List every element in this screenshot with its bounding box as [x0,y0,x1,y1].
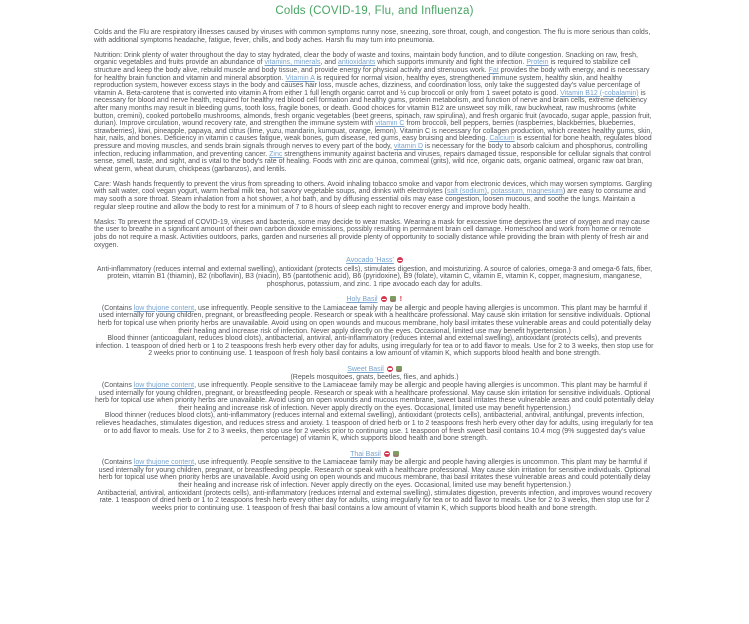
inline-link[interactable]: vitamin C [375,120,405,128]
inline-link[interactable]: Vitamin B12 (-cobalamin) [560,89,639,97]
page-title: Colds (COVID-19, Flu, and Influenza) [275,5,474,17]
sections [94,257,655,512]
no-entry-icon [397,257,403,263]
no-entry-icon [384,451,390,457]
care-paragraph [94,181,655,211]
text-segment: from broccoli, bell peppers, berries (raspberries, blackberries, blueberries, strawberries), kiwi, pineapple, papaya, and citrus (lime, yuzu, mandarin, kumquat, orange, lemon). Vitamin C is necessary for collagen production, which creates healthy gums, skin, hair, nails, and bones. Deficiency in vitamin c causes fatigue, weak bones, gum disease, red gums, easy bruising and bleeding. [94,120,653,143]
no-entry-icon [381,296,387,302]
text-segment: is required to stabilize cell structure and keep the body alive, rebuild muscle and body tissue, and provide energy for physical activity and strenuous work. [94,59,631,74]
section-heading [94,257,655,265]
inline-link[interactable]: Protein [526,59,549,67]
potted-plant-icon [390,296,396,302]
section-heading-link[interactable]: Sweet Basil [347,365,384,373]
inline-link[interactable]: vitamins, minerals [264,59,321,67]
text-segment: , and [320,59,338,67]
section-paragraph [94,382,655,412]
section-heading [94,451,655,459]
text-segment: strengthens immunity against bacteria and viruses, repairs damaged tissue, responsible for cellular signals that control sense, smell, taste, and sight, and is vital to the body's rate of healing. Foods with zinc are quinoa, cornmeal (grits), wild rice, organic oats, organic oatmeal, organic raw oat bran, wheat germ, wheat durum, chickpeas (garbanzos), and lentils. [94,150,651,173]
section-paragraph [94,305,655,335]
text-segment: Colds and the Flu are respiratory illnesses caused by viruses with common symptoms runny nose, sneezing, sore throat, cough, and congestion. The flu is more serious than colds, with additional symptoms headache, fatigue, fever, chills, and body aches. Harsh flu may turn into pneumonia. [94,29,651,44]
section-paragraphs [94,382,655,443]
inline-link[interactable]: potassium, magnesium [490,188,563,196]
masks-paragraph [94,219,655,249]
section-paragraphs [94,305,655,358]
text-segment: Antibacterial, antiviral, antioxidant (protects cells), anti-inflammatory (reduces internal and external swelling), stimulates digestion, prevents infection, and improves wound recovery rate. 1 teaspoon of dried herb or 1 to 2 teaspoons fresh herb every other day for adults, using irregularly for tea or to add flavor to meals. Use for 2 to 3 weeks, then stop use for 2 weeks prior to continuing use. 1 teaspoon of fresh thai basil contains a low amount of vitamin K, which supports blood health and bone strength. [97,489,652,512]
section-heading [94,366,655,374]
text-segment: which supports immunity and fight the infection. [375,59,527,67]
nutrition-paragraph [94,52,655,174]
text-segment: , [486,188,491,196]
inline-link[interactable]: vitamin D [393,142,424,150]
text-segment: Anti-inflammatory (reduces internal and external swelling), antioxidant (protects cells), stimulates digestion, and moisturizing. A source of calories, omega-3 and omega-6 fats, fiber, protein, vitamin B1 (thiamin), B2 (riboflavin), B3 (niacin), B5 (pantothenic acid), B6 (pyridoxine), B9 (folate), vitamin C, vitamin E, vitamin K, copper, magnesium, manganese, phosphorus, potassium, and zinc. 1 ripe avocado each day for adults. [96,265,653,288]
section [94,296,655,358]
inline-link[interactable]: low thujone content [133,459,195,467]
heading-icons [381,451,399,458]
section [94,257,655,288]
inline-link[interactable]: Zinc [269,150,283,158]
section-paragraph [94,459,655,489]
section-paragraph [94,490,655,513]
text-segment: is required for normal vision, healthy eyes, strengthened immune system, healthy skin, and healthy reproduction system, however excess stays in the body and causes hair loss, muscle aches, dizziness, and coordination loss, only take the suggested day's value percentage of vitamin A. Beta-carotene that is converted into vitamin A from either 1 full length organic carrot and ½ cup broccoli or only from 1 sweet potato is good. [94,74,641,97]
potted-plant-icon [396,366,402,372]
text-segment: , use infrequently. People sensitive to the Lamiaceae family may be allergic and people having allergies is uncommon. This plant may be harmful if used internally for young children, pregnant, or breastfeeding people. Research or speak with a healthcare professional. May cause skin irritation for sensitive individuals. Optional herb for topical use when priority herbs are unavailable. Avoid using on open wounds and mucous membrane, thai basil irritates these vulnerable areas and could potentially delay their healing and increase risk of infection. Never apply directly on the eyes. Occasional, limited use may benefit hypertension.) [98,459,651,489]
inline-link[interactable]: salt (sodium) [446,188,487,196]
inline-link[interactable]: Vitamin A [285,74,315,82]
potted-plant-icon [393,451,399,457]
section-heading [94,296,655,304]
text-segment: Masks: To prevent the spread of COVID-19, viruses and bacteria, some may decide to wear masks. Wearing a mask for excessive time deprives the user of oxygen and may cause the user to breathe in a significant amount of their own carbon dioxide emissions, possibly resulting in permanent brain cell damage. Homeschool and work from home or remote jobs do not require a mask. Activities outdoors, parks, garden and nurseries all provide plenty of opportunity to socially distance while providing the brain with plenty of fresh air and oxygen. [94,218,650,249]
red-exclamation-icon [399,296,403,302]
section-paragraphs [94,266,655,289]
text-segment: (Contains [101,381,134,389]
intro-paragraph [94,29,655,44]
inline-link[interactable]: low thujone content [133,381,195,389]
inline-link[interactable]: antioxidants [337,59,376,67]
text-segment: , use infrequently. People sensitive to the Lamiaceae family may be allergic and people having allergies is uncommon. This plant may be harmful if used internally for young children, pregnant, or breastfeeding people. Research or speak with a healthcare professional. May cause skin irritation for sensitive individuals. Optional herb for topical use when priority herbs are unavailable. Avoid using on open wounds and mucous membrane, sweet basil irritates these vulnerable areas and could potentially delay their healing and increase risk of infection. Never apply directly on the eyes. Occasional, limited use may benefit hypertension.) [94,381,655,412]
text-segment: (Contains [101,304,134,312]
inline-link[interactable]: Calcium [489,135,515,143]
heading-icons [384,366,402,373]
inline-link[interactable]: Fat [488,66,499,74]
text-segment: Care: Wash hands frequently to prevent the virus from spreading to others. Avoid inhaling tobacco smoke and vapor from electronic devices, which may worsen symptoms. Gargling with salt water, cool vegan yogurt, warm herbal milk tea, hot savory vegetable soups, and drinks with electrolytes ( [94,180,652,196]
section-heading-link[interactable]: Thai Basil [350,450,381,458]
text-segment: Blood thinner (reduces blood clots), anti-inflammatory (reduces internal and external swelling), antioxidant (protects cells), antibacterial, antiviral, antifungal, prevents infection, relieves headaches, stimulates digestion, and reduces stress and anxiety. 1 teaspoon of dried herb or 1 to 2 teaspoons fresh herb every other day for adults, using irregularly for tea or to add flavor to meals. Use for 2 to 3 weeks, then stop use for 2 weeks prior to continuing use. 1 teaspoon of fresh sweet basil contains 10.4 mcg (9% suggested day's value percentage) of vitamin K, which supports blood health and bone strength. [95,412,654,443]
text-segment: ) are easy to consume and may sooth a sore throat. Steam inhalation from a hot shower, a hot bath, and by diffusing essential oils may ease congestion, loosen mucous, and soothe the lungs. Maintain a regular sleep routine and allow the body to rest for a minimum of 7 to 8 hours of sleep each night to recover energy and improve body health. [94,188,646,211]
section [94,366,655,443]
section [94,451,655,513]
text-segment: is necessary for the body to absorb calcium and phosphorus, controlling infection, reducing inflammation, and preventing cancer. [94,142,648,158]
section-paragraph [94,335,655,358]
text-segment: (Contains [101,459,134,467]
heading-icons [394,257,403,264]
heading-icons [378,296,403,303]
section-heading-link[interactable]: Avocado 'Hass' [346,257,394,265]
inline-link[interactable]: low thujone content [133,304,195,312]
section-paragraphs [94,459,655,512]
text-segment: , use infrequently. People sensitive to the Lamiaceae family may be allergic and people having allergies is uncommon. This plant may be harmful if used internally for young children, pregnant, or breastfeeding people. Research or speak with a healthcare professional. May cause skin irritation for sensitive individuals. Optional herb for topical use when priority herbs are unavailable. Avoid using on open wounds and mucous membrane, holy basil irritates these vulnerable areas and could potentially delay their healing and increase risk of infection. Never apply directly on the eyes. Occasional, limited use may benefit hypertension.) [97,304,652,335]
text-segment: is necessary for blood and nerve health, required for healthy red blood cell formation and healthy gums, protein metabolism, and function of nerve and brain cells, extreme deficiency after many months may result in bleeding gums, tooth loss, fragile bones, or death. Good choices for vitamin B12 are unsweet soy milk, raw buckwheat, raw mushrooms (white button, cremini), cooked portobello mushrooms, almonds, fresh organic vegetables (beet greens, spinach, raw spirulina), and fresh organic fruit (avocado, sugar apple, passion fruit, durian). Improve circulation, wound recovery rate, and strengthen the immune system with [94,89,652,128]
section-paragraph [94,266,655,289]
section-heading-link[interactable]: Holy Basil [346,296,378,304]
text-segment: Nutrition: Drink plenty of water throughout the day to stay hydrated, clear the body of waste and toxins, maintain body function, and to dilute congestion. Snacking on raw, fresh, organic vegetables and fruits provide an abundance of [94,51,638,67]
section-paragraph [94,412,655,442]
text-segment: provides the body with energy, and is necessary for healthy brain function and vitamin and mineral absorption. [94,66,650,82]
text-segment: Blood thinner (anticoagulant, reduces blood clots), antibacterial, antiviral, anti-inflammatory (reduces internal and external swelling), antioxidant (protects cells), and prevents infection. 1 teaspoon of dried herb or 1 to 2 teaspoons fresh herb every other day for adults, using irregularly for tea or to add flavor to meals. Use for 2 to 3 weeks, then stop use for 2 weeks prior to continuing use. 1 teaspoon of fresh holy basil contains a low amount of vitamin K, which supports blood health and bone strength. [95,335,654,358]
section-note: (Repels mosquitoes, gnats, beetles, flies, and aphids.) [290,374,459,382]
text-segment: is essential for bone health, regulates blood pressure and moving muscles, and sends brain signals through nerves to every part of the body, [94,135,652,150]
no-entry-icon [387,366,393,372]
